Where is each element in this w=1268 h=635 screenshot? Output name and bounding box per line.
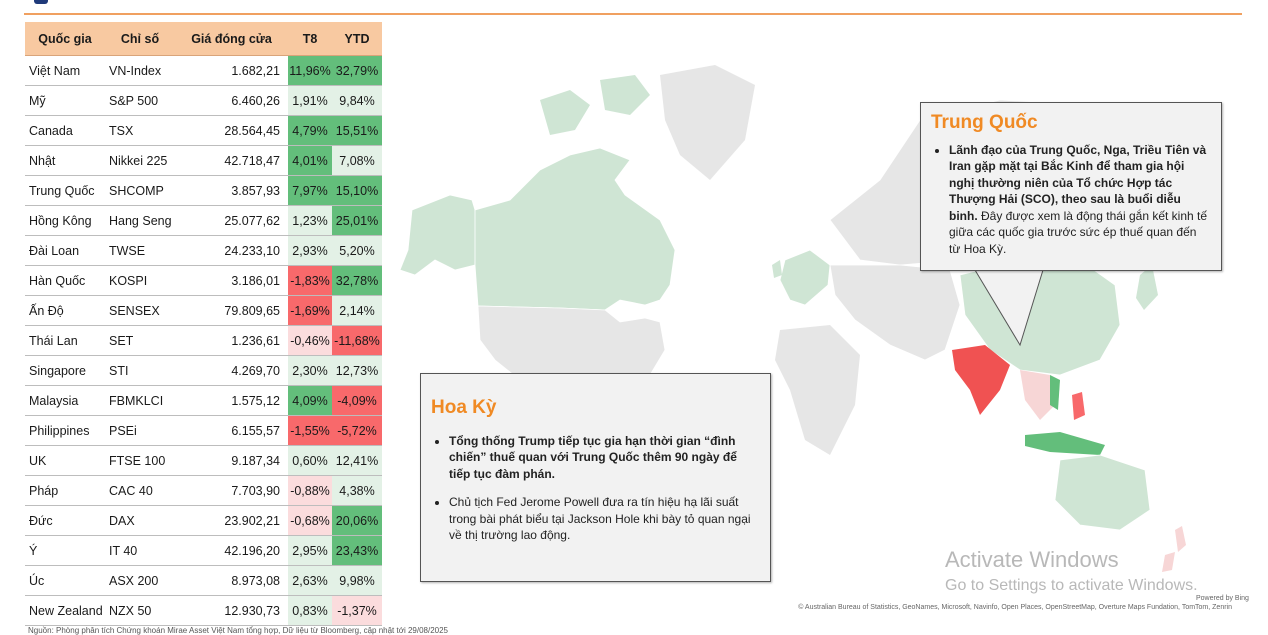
- month-change-cell: -1,83%: [288, 266, 332, 296]
- index-cell: PSEi: [105, 416, 175, 446]
- close-price-cell: 42.196,20: [175, 536, 288, 566]
- table-row: [25, 356, 382, 386]
- index-cell: FBMKLCI: [105, 386, 175, 416]
- china-callout-title: Trung Quốc: [931, 112, 1038, 133]
- watermark-line-1: Activate Windows: [945, 547, 1119, 572]
- table-row: [25, 266, 382, 296]
- month-change-cell: 2,93%: [288, 236, 332, 266]
- country-cell: Pháp: [25, 476, 105, 506]
- us-callout-title: Hoa Kỳ: [431, 397, 497, 418]
- us-callout-bullet-1: [449, 433, 760, 483]
- column-header: Quốc gia: [25, 22, 105, 56]
- month-change-cell: 0,83%: [288, 596, 332, 626]
- index-cell: S&P 500: [105, 86, 175, 116]
- ytd-change-cell: 32,79%: [332, 56, 382, 86]
- table-row: [25, 536, 382, 566]
- activate-windows-watermark: [945, 547, 1198, 595]
- month-change-cell: 11,96%: [288, 56, 332, 86]
- map-europe: [780, 250, 830, 305]
- map-alaska: [400, 195, 478, 275]
- month-change-cell: 4,01%: [288, 146, 332, 176]
- ytd-change-cell: 9,84%: [332, 86, 382, 116]
- index-cell: ASX 200: [105, 566, 175, 596]
- table-row: [25, 506, 382, 536]
- table-row: [25, 116, 382, 146]
- ytd-change-cell: 32,78%: [332, 266, 382, 296]
- table-row: [25, 146, 382, 176]
- close-price-cell: 9.187,34: [175, 446, 288, 476]
- map-southeast-asia: [1020, 370, 1055, 420]
- country-cell: Hàn Quốc: [25, 266, 105, 296]
- ytd-change-cell: 15,51%: [332, 116, 382, 146]
- close-price-cell: 7.703,90: [175, 476, 288, 506]
- country-cell: Trung Quốc: [25, 176, 105, 206]
- index-cell: VN-Index: [105, 56, 175, 86]
- ytd-change-cell: 4,38%: [332, 476, 382, 506]
- ytd-change-cell: -4,09%: [332, 386, 382, 416]
- us-callout: [420, 373, 771, 582]
- source-footnote: Nguồn: Phòng phân tích Chứng khoán Mirae Asset Việt Nam tổng hợp, Dữ liệu từ Bloomberg, cập nhật tới 29/08/2025: [28, 626, 448, 635]
- close-price-cell: 42.718,47: [175, 146, 288, 176]
- table-row: [25, 56, 382, 86]
- table-row: [25, 206, 382, 236]
- map-greenland: [660, 65, 755, 180]
- country-cell: UK: [25, 446, 105, 476]
- us-callout-list: [431, 433, 760, 544]
- us-callout-bullet-2: [449, 494, 760, 544]
- column-header: YTD: [332, 22, 382, 56]
- index-cell: Hang Seng: [105, 206, 175, 236]
- country-cell: Ý: [25, 536, 105, 566]
- close-price-cell: 3.186,01: [175, 266, 288, 296]
- close-price-cell: 1.682,21: [175, 56, 288, 86]
- map-usa: [478, 306, 665, 380]
- country-cell: Malaysia: [25, 386, 105, 416]
- index-cell: TWSE: [105, 236, 175, 266]
- table-row: [25, 176, 382, 206]
- ytd-change-cell: 23,43%: [332, 536, 382, 566]
- watermark-line-2: Go to Settings to activate Windows.: [945, 577, 1198, 594]
- index-cell: IT 40: [105, 536, 175, 566]
- market-table: [25, 22, 380, 626]
- country-cell: Hồng Kông: [25, 206, 105, 236]
- table-row: [25, 296, 382, 326]
- close-price-cell: 12.930,73: [175, 596, 288, 626]
- table-row: [25, 566, 382, 596]
- index-cell: KOSPI: [105, 266, 175, 296]
- ytd-change-cell: 20,06%: [332, 506, 382, 536]
- close-price-cell: 3.857,93: [175, 176, 288, 206]
- ytd-change-cell: -5,72%: [332, 416, 382, 446]
- close-price-cell: 23.902,21: [175, 506, 288, 536]
- map-australia: [1055, 455, 1150, 530]
- country-cell: Đài Loan: [25, 236, 105, 266]
- ytd-change-cell: 15,10%: [332, 176, 382, 206]
- table-row: [25, 386, 382, 416]
- country-cell: Nhật: [25, 146, 105, 176]
- top-divider: [24, 13, 1242, 15]
- month-change-cell: -0,46%: [288, 326, 332, 356]
- month-change-cell: -0,88%: [288, 476, 332, 506]
- index-cell: FTSE 100: [105, 446, 175, 476]
- ytd-change-cell: 25,01%: [332, 206, 382, 236]
- close-price-cell: 25.077,62: [175, 206, 288, 236]
- index-cell: NZX 50: [105, 596, 175, 626]
- index-cell: CAC 40: [105, 476, 175, 506]
- table-row: [25, 236, 382, 266]
- china-callout: [920, 102, 1222, 271]
- month-change-cell: -1,69%: [288, 296, 332, 326]
- country-cell: Việt Nam: [25, 56, 105, 86]
- country-cell: Đức: [25, 506, 105, 536]
- close-price-cell: 24.233,10: [175, 236, 288, 266]
- close-price-cell: 28.564,45: [175, 116, 288, 146]
- month-change-cell: -0,68%: [288, 506, 332, 536]
- table-row: [25, 476, 382, 506]
- index-cell: Nikkei 225: [105, 146, 175, 176]
- map-vietnam: [1050, 375, 1060, 410]
- indices-table: [25, 22, 382, 626]
- china-bullet-bold: Lãnh đạo của Trung Quốc, Nga, Triều Tiên và Iran gặp mặt tại Bắc Kinh để tham gia hội nghị thường niên của Tổ chức Hợp tác Thượng Hải (SCO), theo sau là buổi diễu binh.: [949, 142, 1207, 223]
- column-header: Chỉ số: [105, 22, 175, 56]
- country-cell: New Zealand: [25, 596, 105, 626]
- table-row: [25, 416, 382, 446]
- ytd-change-cell: 2,14%: [332, 296, 382, 326]
- close-price-cell: 4.269,70: [175, 356, 288, 386]
- map-canada-arctic: [540, 75, 650, 135]
- map-canada: [475, 148, 675, 310]
- ytd-change-cell: 12,41%: [332, 446, 382, 476]
- china-callout-list: [931, 142, 1211, 258]
- close-price-cell: 6.155,57: [175, 416, 288, 446]
- ytd-change-cell: 9,98%: [332, 566, 382, 596]
- month-change-cell: 0,60%: [288, 446, 332, 476]
- month-change-cell: 1,23%: [288, 206, 332, 236]
- month-change-cell: 4,79%: [288, 116, 332, 146]
- ytd-change-cell: -11,68%: [332, 326, 382, 356]
- china-callout-bullet: [949, 142, 1211, 258]
- map-philippines: [1072, 392, 1085, 420]
- country-cell: Canada: [25, 116, 105, 146]
- month-change-cell: 2,30%: [288, 356, 332, 386]
- table-row: [25, 446, 382, 476]
- ytd-change-cell: 5,20%: [332, 236, 382, 266]
- month-change-cell: 4,09%: [288, 386, 332, 416]
- month-change-cell: -1,55%: [288, 416, 332, 446]
- close-price-cell: 6.460,26: [175, 86, 288, 116]
- close-price-cell: 1.575,12: [175, 386, 288, 416]
- column-header: T8: [288, 22, 332, 56]
- month-change-cell: 1,91%: [288, 86, 332, 116]
- index-cell: SENSEX: [105, 296, 175, 326]
- map-japan: [1136, 265, 1158, 310]
- table-row: [25, 86, 382, 116]
- ytd-change-cell: 12,73%: [332, 356, 382, 386]
- index-cell: STI: [105, 356, 175, 386]
- powered-by: Powered by Bing: [1196, 595, 1249, 602]
- month-change-cell: 2,63%: [288, 566, 332, 596]
- country-cell: Philippines: [25, 416, 105, 446]
- close-price-cell: 1.236,61: [175, 326, 288, 356]
- index-cell: SHCOMP: [105, 176, 175, 206]
- map-uk: [772, 260, 782, 278]
- country-cell: Singapore: [25, 356, 105, 386]
- country-cell: Úc: [25, 566, 105, 596]
- us-bullet-2-text: Chủ tịch Fed Jerome Powell đưa ra tín hiệu hạ lãi suất trong bài phát biểu tại Jackson Hole khi bày tỏ quan ngại về thị trường lao động.: [449, 495, 751, 542]
- close-price-cell: 79.809,65: [175, 296, 288, 326]
- close-price-cell: 8.973,08: [175, 566, 288, 596]
- table-row: [25, 596, 382, 626]
- brand-logo-fragment: [34, 0, 48, 4]
- column-header: Giá đóng cửa: [175, 22, 288, 56]
- us-bullet-1-text: Tổng thống Trump tiếp tục gia hạn thời gian “đình chiến” thuế quan với Trung Quốc thêm 90 ngày để tiếp tục đàm phán.: [449, 433, 737, 481]
- country-cell: Thái Lan: [25, 326, 105, 356]
- table-body: [25, 56, 382, 626]
- country-cell: Mỹ: [25, 86, 105, 116]
- map-credit: © Australian Bureau of Statistics, GeoNames, Microsoft, Navinfo, Open Places, OpenStreetMap, Overture Maps Fundation, TomTom, Zenrin: [798, 604, 1232, 611]
- table-row: [25, 326, 382, 356]
- index-cell: TSX: [105, 116, 175, 146]
- month-change-cell: 2,95%: [288, 536, 332, 566]
- month-change-cell: 7,97%: [288, 176, 332, 206]
- table-header: [25, 22, 382, 56]
- china-bullet-rest: Đây được xem là động thái gắn kết kinh tế giữa các quốc gia trước sức ép thuế quan đến từ Hoa Kỳ.: [949, 208, 1208, 256]
- country-cell: Ấn Độ: [25, 296, 105, 326]
- ytd-change-cell: -1,37%: [332, 596, 382, 626]
- index-cell: DAX: [105, 506, 175, 536]
- index-cell: SET: [105, 326, 175, 356]
- ytd-change-cell: 7,08%: [332, 146, 382, 176]
- map-indonesia: [1025, 432, 1105, 455]
- map-africa: [775, 325, 860, 455]
